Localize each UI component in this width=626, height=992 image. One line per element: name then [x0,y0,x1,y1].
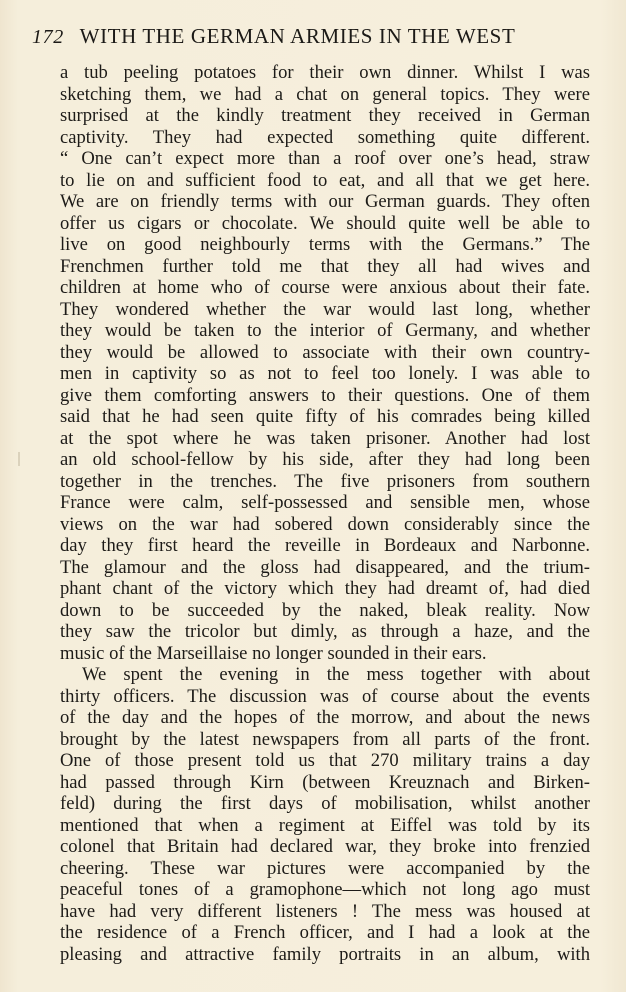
text-line: colonel that Britain had declared war, they broke into frenzied [60,836,590,857]
text-line: a tub peeling potatoes for their own dinner. Whilst I was [60,62,590,83]
text-line: mentioned that when a regiment at Eiffel was told by its [60,814,590,836]
page-number: 172 [32,26,64,48]
text-line: the residence of a French officer, and I had a look at the [60,922,590,943]
text-line: France were calm, self-possessed and sensible men, whose [60,492,590,513]
text-line: offer us cigars or chocolate. We should quite well be able to [60,212,590,234]
text-line: They wondered whether the war would last long, whether [60,298,590,320]
text-line: together in the trenches. The five prisoners from southern [60,470,590,492]
text-line: pleasing and attractive family portraits in an album, with [60,943,590,965]
text-line: men in captivity so as not to feel too lonely. I was able to [60,363,590,384]
text-line: captivity. They had expected something quite different. [60,126,590,148]
text-line: thirty officers. The discussion was of course about the events [60,685,590,707]
text-line: at the spot where he was taken prisoner. Another had lost [60,427,590,449]
text-line: have had very different listeners ! The mess was housed at [60,900,590,922]
body-text [60,62,590,965]
text-line: had passed through Kirn (between Kreuznach and Birken- [60,771,590,793]
text-line: views on the war had sobered down considerably since the [60,513,590,535]
text-line: sketching them, we had a chat on general topics. They were [60,83,590,105]
text-line: “ One can’t expect more than a roof over one’s head, straw [60,148,590,169]
text-line: music of the Marseillaise no longer sounded in their ears. [60,642,487,664]
text-line: Frenchmen further told me that they all had wives and [60,255,590,277]
margin-mark [18,452,20,466]
text-line: to lie on and sufficient food to eat, and all that we get here. [60,169,590,191]
text-line: they would be taken to the interior of Germany, and whether [60,320,590,341]
text-line: day they first heard the reveille in Bordeaux and Narbonne. [60,535,590,556]
text-line: The glamour and the gloss had disappeared, and the trium- [60,556,590,578]
text-line: children at home who of course were anxious about their fate. [60,277,590,298]
text-line: give them comforting answers to their questions. One of them [60,384,590,406]
text-line: We are on friendly terms with our German guards. They often [60,191,590,212]
text-line: surprised at the kindly treatment they received in German [60,105,590,126]
text-line: of the day and the hopes of the morrow, and about the news [60,707,590,728]
text-line: brought by the latest newspapers from all parts of the front. [60,728,590,750]
text-line: an old school-fellow by his side, after they had long been [60,449,590,470]
text-line: cheering. These war pictures were accompanied by the [60,857,590,879]
text-line: down to be succeeded by the naked, bleak reality. Now [60,599,590,621]
text-line: phant chant of the victory which they had dreamt of, had died [60,578,590,599]
text-line: they would be allowed to associate with their own country- [60,341,590,363]
text-line: peaceful tones of a gramophone—which not long ago must [60,879,590,900]
text-line: live on good neighbourly terms with the Germans.” The [60,234,590,255]
text-line: We spent the evening in the mess together with about [82,664,590,685]
text-line: they saw the tricolor but dimly, as through a haze, and the [60,621,590,642]
text-line: feld) during the first days of mobilisation, whilst another [60,793,590,814]
running-title: WITH THE GERMAN ARMIES IN THE WEST [79,24,516,48]
running-header [32,24,592,54]
text-line: One of those present told us that 270 military trains a day [60,750,590,771]
text-line: said that he had seen quite fifty of his comrades being killed [60,406,590,427]
